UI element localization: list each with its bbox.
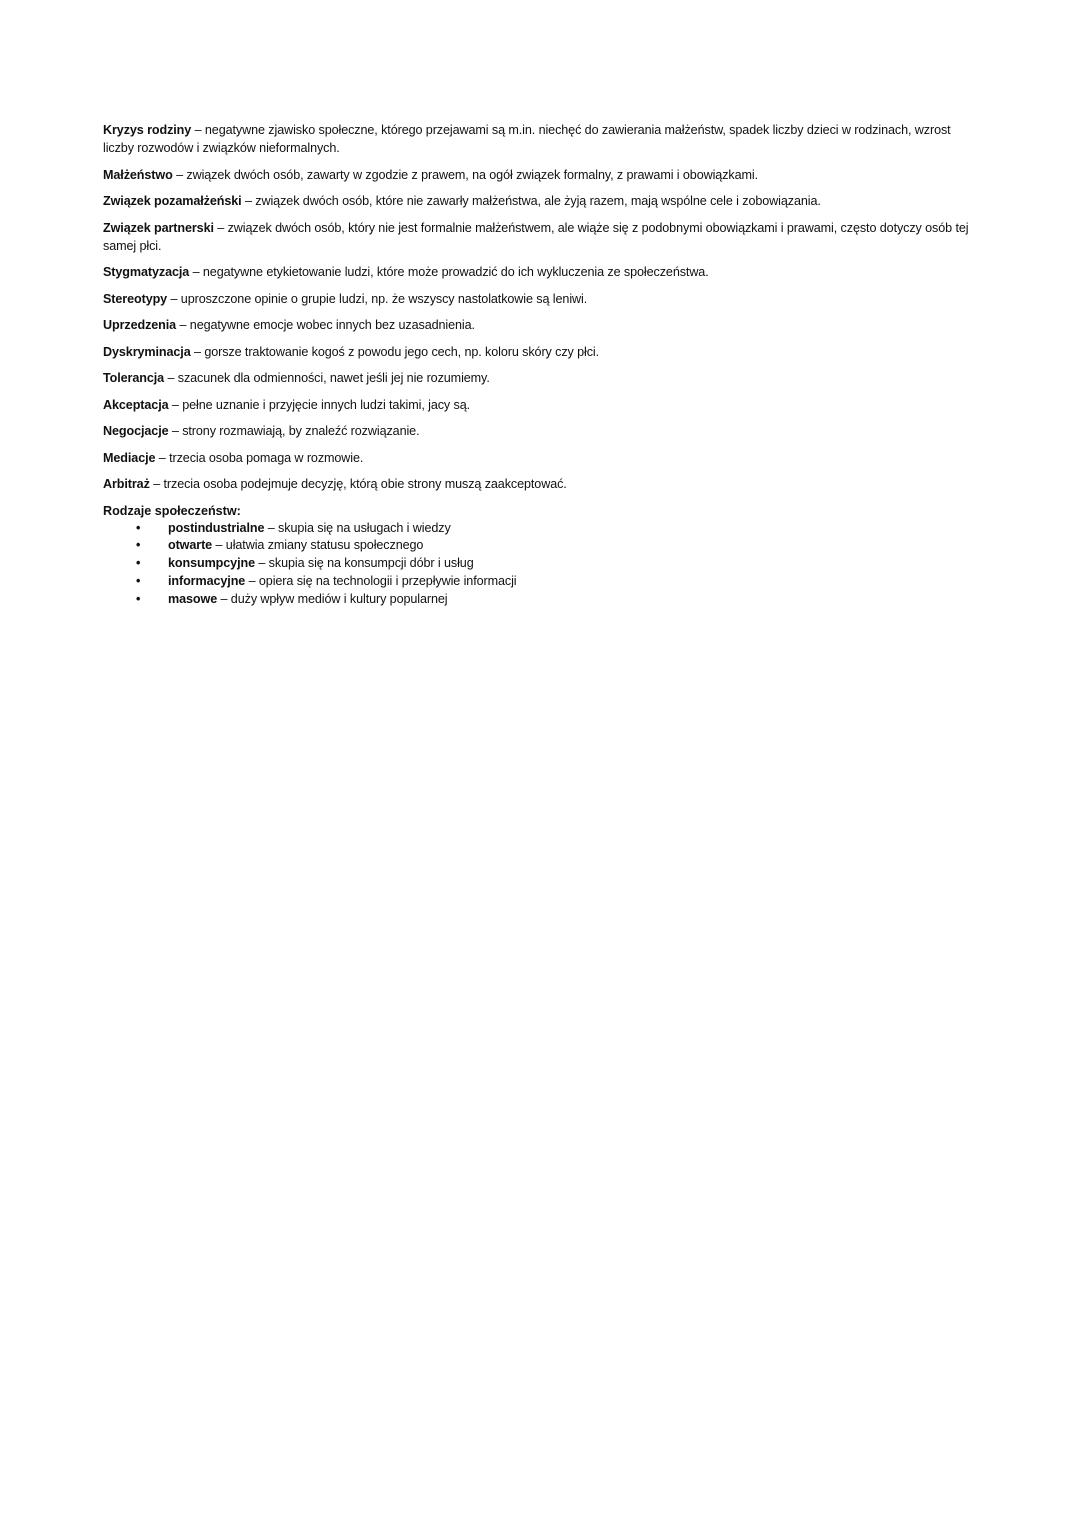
- definition-term: Stygmatyzacja: [103, 265, 190, 279]
- definition-arbitraz: [103, 475, 983, 493]
- list-item-term: postindustrialne: [168, 520, 265, 535]
- definition-term: Akceptacja: [103, 397, 169, 412]
- definition-text: – szacunek dla odmienności, nawet jeśli jej nie rozumiemy.: [164, 371, 490, 385]
- definition-text: – trzecia osoba pomaga w rozmowie.: [155, 450, 364, 465]
- list-item-term: masowe: [168, 591, 218, 606]
- definition-dyskryminacja: [103, 343, 983, 361]
- list-item-term: informacyjne: [168, 573, 246, 588]
- definition-malzenstwo: [103, 166, 983, 184]
- definition-term: Arbitraż: [103, 477, 150, 491]
- definition-text: – trzecia osoba podejmuje decyzję, którą obie strony muszą zaakceptować.: [149, 477, 567, 491]
- definition-term: Tolerancja: [103, 371, 165, 385]
- definition-text: – związek dwóch osób, które nie zawarły małżeństwa, ale żyją razem, mają wspólne cele i zobowiązania.: [241, 194, 821, 208]
- definition-akceptacja: [103, 396, 983, 414]
- document-page: [103, 121, 983, 608]
- list-item-term: konsumpcyjne: [168, 556, 255, 571]
- definition-negocjacje: [103, 422, 983, 440]
- definition-stereotypy: [103, 290, 983, 308]
- definition-term: Związek pozamałżeński: [103, 194, 242, 208]
- definition-term: Negocjacje: [103, 424, 169, 438]
- bullet-icon: •: [136, 573, 141, 588]
- definition-term: Związek partnerski: [103, 220, 214, 235]
- section-title-society-types: Rodzaje społeczeństw:: [103, 503, 241, 518]
- definition-text: – negatywne emocje wobec innych bez uzasadnienia.: [176, 318, 475, 332]
- list-item-term: otwarte: [168, 538, 213, 553]
- definition-uprzedzenia: [103, 316, 983, 334]
- list-item: [103, 573, 983, 591]
- definition-text: – strony rozmawiają, by znaleźć rozwiązanie.: [168, 424, 420, 438]
- definition-kryzys-rodziny: [103, 121, 983, 157]
- list-item-text: – skupia się na konsumpcji dóbr i usług: [254, 556, 474, 571]
- definition-zwiazek-pozamalzenski: [103, 192, 983, 210]
- list-item-text: – duży wpływ mediów i kultury popularnej: [217, 591, 448, 606]
- bullet-icon: •: [136, 520, 141, 535]
- definition-tolerancja: [103, 369, 983, 387]
- definition-term: Stereotypy: [103, 291, 168, 306]
- definition-text: – uproszczone opinie o grupie ludzi, np. że wszyscy nastolatkowie są leniwi.: [167, 291, 588, 306]
- list-item: [103, 520, 983, 538]
- definition-text: – negatywne etykietowanie ludzi, które może prowadzić do ich wykluczenia ze społeczeństwa.: [189, 265, 709, 279]
- list-item: [103, 555, 983, 573]
- definition-term: Uprzedzenia: [103, 318, 177, 332]
- list-item-text: – ułatwia zmiany statusu społecznego: [212, 538, 424, 553]
- definition-term: Dyskryminacja: [103, 344, 191, 359]
- list-item: [103, 537, 983, 555]
- bullet-icon: •: [136, 538, 141, 553]
- definition-text: – związek dwóch osób, zawarty w zgodzie z prawem, na ogół związek formalny, z prawami i obowiązkami.: [172, 167, 758, 182]
- definition-text: – gorsze traktowanie kogoś z powodu jego cech, np. koloru skóry czy płci.: [190, 344, 600, 359]
- definition-text: – związek dwóch osób, który nie jest formalnie małżeństwem, ale wiąże się z podobnymi obowiązkami i prawami, często dotyczy osób tej samej płci.: [103, 220, 969, 253]
- definition-text: – negatywne zjawisko społeczne, którego przejawami są m.in. niechęć do zawierania małżeństw, spadek liczby dzieci w rodzinach, wzrost liczby rozwodów i związków nieformalnych.: [103, 123, 951, 155]
- definition-zwiazek-partnerski: [103, 219, 983, 255]
- society-types-list: [103, 520, 983, 609]
- list-item: [103, 591, 983, 609]
- definition-term: Małżeństwo: [103, 167, 173, 182]
- bullet-icon: •: [136, 591, 141, 606]
- definition-term: Mediacje: [103, 450, 156, 465]
- list-item-text: – opiera się na technologii i przepływie informacji: [245, 573, 517, 588]
- list-item-text: – skupia się na usługach i wiedzy: [264, 520, 451, 535]
- definition-stygmatyzacja: [103, 263, 983, 281]
- definition-term: Kryzys rodziny: [103, 123, 192, 137]
- definition-mediacje: [103, 449, 983, 467]
- definition-text: – pełne uznanie i przyjęcie innych ludzi takimi, jacy są.: [168, 397, 471, 412]
- bullet-icon: •: [136, 556, 141, 571]
